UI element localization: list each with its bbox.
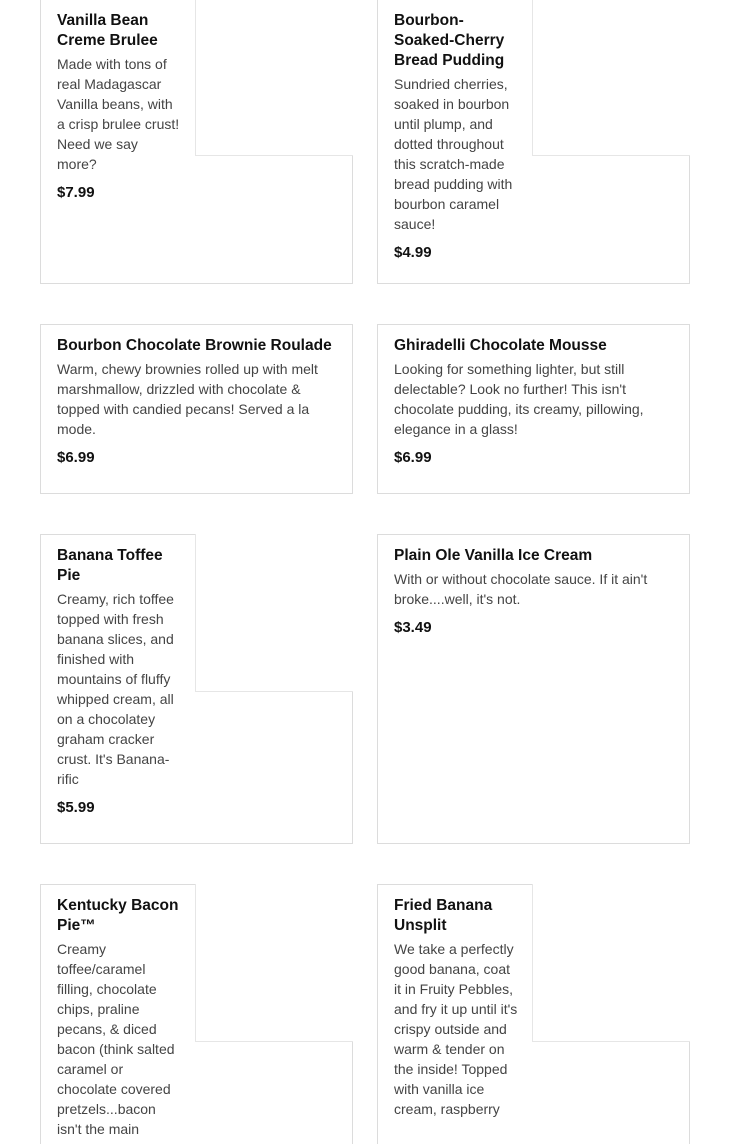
menu-item-card[interactable] bbox=[40, 324, 353, 494]
menu-item-text bbox=[394, 896, 518, 1128]
menu-item-card[interactable] bbox=[40, 0, 353, 284]
menu-item-price: $4.99 bbox=[394, 244, 432, 261]
menu-item-text bbox=[57, 546, 181, 818]
menu-item-text bbox=[57, 896, 181, 1148]
menu-item-description: Sundried cherries, soaked in bourbon until plump, and dotted throughout this scratch-made bread pudding with bourbon caramel sauce! bbox=[394, 76, 513, 232]
menu-item-image bbox=[532, 884, 690, 1042]
menu-item-title: Banana Toffee Pie bbox=[57, 547, 163, 584]
menu-item-image bbox=[195, 0, 353, 156]
menu-item-title: Kentucky Bacon Pie™ bbox=[57, 897, 179, 934]
menu-item-description: We take a perfectly good banana, coat it in Fruity Pebbles, and fry it up until it's crispy outside and warm & tender on the inside! Topped with vanilla ice cream, raspberry bbox=[394, 941, 518, 1117]
menu-item-title: Fried Banana Unsplit bbox=[394, 897, 493, 934]
menu-item-price: $6.99 bbox=[57, 449, 95, 466]
menu-item-text bbox=[57, 336, 347, 468]
menu-item-description: Warm, chewy brownies rolled up with melt marshmallow, drizzled with chocolate & topped with candied pecans! Served a la mode. bbox=[57, 361, 318, 437]
menu-item-price: $5.99 bbox=[57, 799, 95, 816]
menu-item-title: Ghiradelli Chocolate Mousse bbox=[394, 337, 607, 354]
menu-item-price: $3.49 bbox=[394, 619, 432, 636]
menu-item-description: Creamy toffee/caramel filling, chocolate chips, praline pecans, & diced bacon (think salted caramel or chocolate covered pretzels...bacon isn't the main bbox=[57, 941, 175, 1137]
menu-item-text bbox=[394, 546, 664, 638]
menu-item-price: $7.99 bbox=[57, 184, 95, 201]
menu-item-card[interactable] bbox=[40, 884, 353, 1144]
menu-item-card[interactable] bbox=[377, 884, 690, 1144]
menu-item-title: Vanilla Bean Creme Brulee bbox=[57, 12, 158, 49]
menu-item-image bbox=[532, 0, 690, 156]
menu-item-image bbox=[195, 884, 353, 1042]
menu-item-description: Creamy, rich toffee topped with fresh banana slices, and finished with mountains of fluffy whipped cream, all on a chocolatey graham cracker crust. It's Banana-rific bbox=[57, 591, 174, 787]
menu-item-image bbox=[195, 534, 353, 692]
menu-item-text bbox=[394, 336, 656, 468]
menu-item-card[interactable] bbox=[377, 0, 690, 284]
menu-item-card[interactable] bbox=[40, 534, 353, 844]
menu-item-title: Plain Ole Vanilla Ice Cream bbox=[394, 547, 593, 564]
menu-item-card[interactable] bbox=[377, 534, 690, 844]
menu-item-price: $6.99 bbox=[394, 449, 432, 466]
menu-item-text bbox=[57, 11, 181, 203]
menu-item-title: Bourbon Chocolate Brownie Roulade bbox=[57, 337, 332, 354]
menu-item-description: Looking for something lighter, but still delectable? Look no further! This isn't chocolate pudding, its creamy, pillowing, elegance in a glass! bbox=[394, 361, 644, 437]
menu-item-text bbox=[394, 11, 518, 263]
menu-item-description: With or without chocolate sauce. If it ain't broke....well, it's not. bbox=[394, 571, 648, 607]
menu-item-description: Made with tons of real Madagascar Vanilla beans, with a crisp brulee crust! Need we say more? bbox=[57, 56, 180, 172]
menu-item-title: Bourbon-Soaked-Cherry Bread Pudding bbox=[394, 12, 505, 69]
menu-item-card[interactable] bbox=[377, 324, 690, 494]
